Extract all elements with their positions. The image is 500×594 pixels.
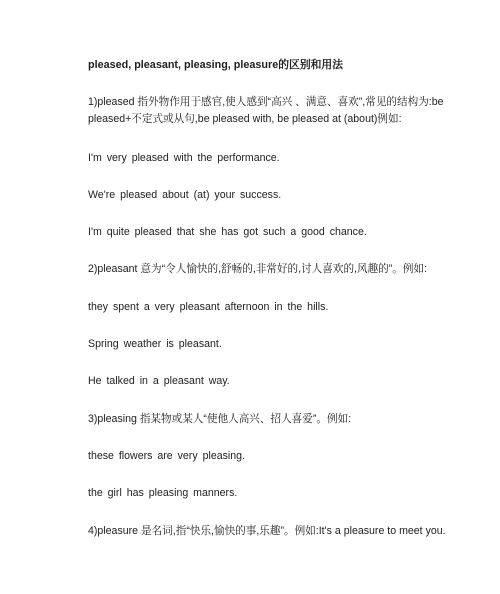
paragraph-pleasing: 3)pleasing 指某物或某人“使他人高兴、招人喜爱”。例如: xyxy=(88,413,352,425)
paragraph-pleasure: 4)pleasure 是名词,指“快乐,愉快的事,乐趣”。例如:It's a pleasure to meet you. xyxy=(88,525,446,537)
example-sentence: these flowers are very pleasing. xyxy=(88,450,245,462)
example-sentence: they spent a very pleasant afternoon in the hills. xyxy=(88,301,329,313)
paragraph-pleased: 1)pleased 指外物作用于感官,使人感到“高兴 、满意、喜欢”,常见的结构为:be pleased+不定式或从句,be pleased with, be pleased at (about)例如: xyxy=(88,96,444,125)
paragraph-pleasant: 2)pleasant 意为“令人愉快的,舒畅的,非常好的,讨人喜欢的,风趣的”。例如: xyxy=(88,263,428,275)
example-sentence: He talked in a pleasant way. xyxy=(88,375,230,387)
example-sentence: We're pleased about (at) your success. xyxy=(88,189,282,201)
example-sentence: Spring weather is pleasant. xyxy=(88,338,222,350)
example-sentence: the girl has pleasing manners. xyxy=(88,487,238,499)
example-sentence: I'm very pleased with the performance. xyxy=(88,152,280,164)
document-title: pleased, pleasant, pleasing, pleasure的区别和用法 xyxy=(88,59,344,71)
example-sentence: I'm quite pleased that she has got such a good chance. xyxy=(88,226,367,238)
